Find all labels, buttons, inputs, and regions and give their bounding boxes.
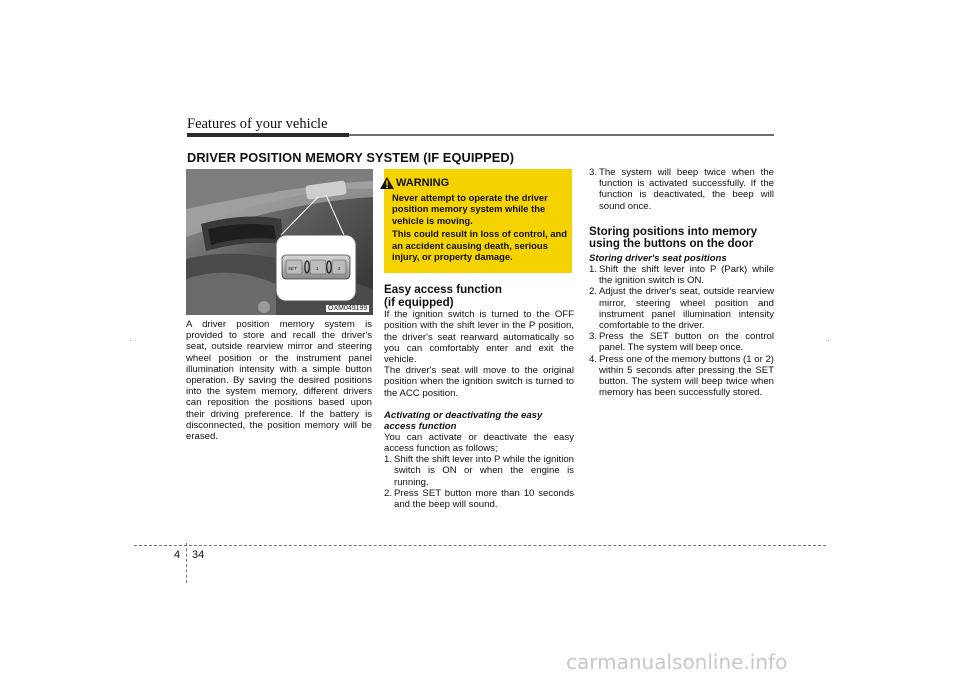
warning-paragraph-1: Never attempt to operate the driver position memory system while the vehicle is moving. [392, 192, 548, 226]
section-title: DRIVER POSITION MEMORY SYSTEM (IF EQUIPPED) [187, 150, 515, 165]
list-text: Shift the shift lever into P while the ignition switch is ON or when the engine is running. [394, 454, 574, 488]
list-item [589, 354, 774, 399]
list-number: 1. [589, 264, 598, 275]
list-item [384, 488, 574, 510]
list-item [589, 167, 774, 212]
easy-access-paragraph-1: If the ignition switch is turned to the OFF position with the shift lever in the P position, the driver's seat rearward automatically so you can comfortably enter and exit the vehicle. [384, 309, 574, 365]
list-text: The system will beep twice when the function is activated successfully. If the function is deactivated, the beep will sound once. [599, 167, 774, 212]
page-header-title: Features of your vehicle [187, 116, 328, 132]
easy-access-heading-line2: (if equipped) [384, 295, 454, 309]
crop-mark [828, 340, 829, 341]
watermark: carmanualsonline.info [566, 650, 788, 674]
easy-access-section [384, 284, 574, 510]
column-three [589, 167, 774, 398]
list-number: 2. [384, 487, 393, 499]
warning-paragraph-2: This could result in loss of control, and an accident causing death, serious injury, or property damage. [392, 228, 568, 263]
list-item [589, 286, 774, 331]
list-item [589, 264, 774, 286]
memory-1-label: 1 [316, 266, 319, 271]
footer-divider [186, 543, 187, 583]
crop-mark [130, 340, 131, 341]
list-item [384, 454, 574, 488]
activate-subheading-line2: access function [384, 420, 457, 432]
activate-subheading-line1: Activating or deactivating the easy [384, 409, 543, 421]
intro-paragraph: A driver position memory system is provided to store and recall the driver's seat, outside rearview mirror and steering wheel position or the instrument panel illumination intensity with a simple button operation. By saving the desired positions into the system memory, different drivers can reposition the positions based upon their driving preference. If the battery is disconnected, the position memory will be erased. [186, 319, 372, 443]
header-rule [349, 134, 774, 136]
page-number: 34 [192, 549, 205, 561]
easy-access-heading-line1: Easy access function [384, 283, 502, 296]
set-button-label: SET [288, 266, 297, 271]
storing-heading-line2: using the buttons on the door [589, 237, 754, 251]
list-number: 4. [589, 353, 598, 365]
list-number: 1. [384, 454, 393, 466]
chapter-number: 4 [174, 549, 181, 561]
list-text: Adjust the driver's seat, outside rearview mirror, steering wheel position and instrument panel illumination intensity comfortable to the driver. [599, 286, 774, 332]
list-text: Press SET button more than 10 seconds and the beep will sound. [394, 487, 574, 511]
storing-subheading: Storing driver's seat positions [589, 253, 727, 264]
storing-heading-line1: Storing positions into memory [589, 224, 758, 238]
warning-text [392, 192, 570, 262]
figure-caption: OXM049199 [328, 305, 368, 312]
list-text: Shift the shift lever into P (Park) while the ignition switch is ON. [599, 264, 774, 287]
easy-access-paragraph-2: The driver's seat will move to the original position when the ignition switch is turned to the ACC position. [384, 365, 574, 399]
list-number: 3. [589, 167, 598, 178]
easy-access-heading [384, 284, 574, 309]
activate-intro: You can activate or deactivate the easy access function as follows; [384, 431, 574, 455]
list-number: 3. [589, 331, 598, 343]
list-text: Press one of the memory buttons (1 or 2) within 5 seconds after pressing the SET button. The system will beep twice when memory has been successfully stored. [599, 353, 774, 399]
footer-rule [134, 545, 826, 546]
list-item [589, 331, 774, 353]
door-panel-illustration [186, 169, 373, 315]
activate-subheading [384, 410, 574, 432]
warning-title: WARNING [396, 177, 450, 189]
door-memory-panel-figure [186, 169, 373, 315]
list-text: Press the SET button on the control panel. The system will beep once. [599, 331, 774, 354]
memory-2-label: 2 [338, 266, 341, 271]
header-bar [187, 133, 349, 137]
storing-heading [589, 226, 774, 251]
list-number: 2. [589, 286, 598, 298]
